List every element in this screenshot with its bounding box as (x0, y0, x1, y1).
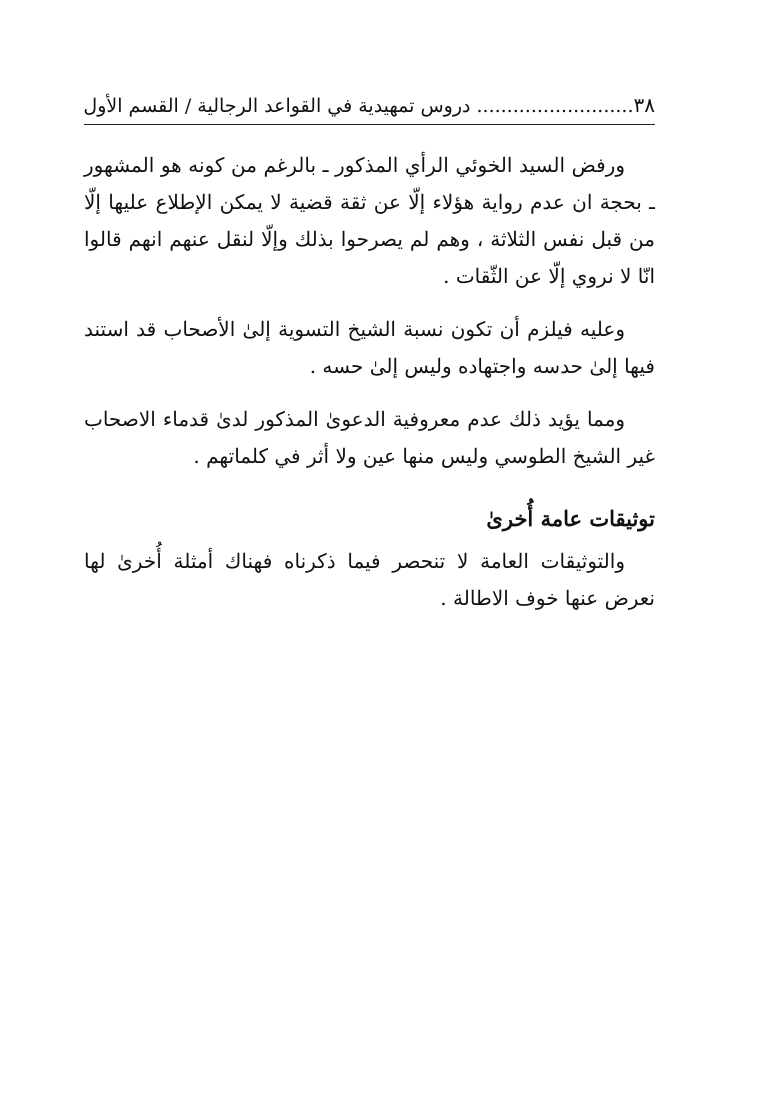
paragraph-khoei-rejection: ورفض السيد الخوئي الرأي المذكور ـ بالرغم من كونه هو المشهور ـ بحجة ان عدم رواية هؤلاء إلّا عن ثقة قضية لا يمكن الإطلاع عليها إلّا من قبل نفس الثلاثة ، وهم لم يصرحوا بذلك وإلّا لنقل عنهم انهم قالوا انّا لا نروي إلّا عن الثّقات . (84, 153, 655, 288)
paragraph-conclusion: وعليه فيلزم أن تكون نسبة الشيخ التسوية إلىٰ الأصحاب قد استند فيها إلىٰ حدسه واجتهاده وليس إلىٰ حسه . (84, 317, 655, 378)
book-page (84, 90, 655, 633)
running-header (84, 90, 655, 125)
header-leader-dots: .......................... (476, 95, 634, 117)
paragraph-support: ومما يؤيد ذلك عدم معروفية الدعوىٰ المذكور لدىٰ قدماء الاصحاب غير الشيخ الطوسي وليس منها عين ولا أثر في كلماتهم . (84, 407, 655, 468)
paragraph-other-general-authentications: والتوثيقات العامة لا تنحصر فيما ذكرناه فهناك أمثلة أُخرىٰ لها نعرض عنها خوف الاطالة . (84, 549, 655, 610)
header-title-group (83, 91, 633, 121)
book-title: دروس تمهيدية في القواعد الرجالية / القسم الأول (83, 95, 471, 117)
section-heading: توثيقات عامة أُخرىٰ (486, 506, 655, 531)
page-number: ٣٨ (633, 93, 655, 117)
body-text (84, 147, 655, 617)
